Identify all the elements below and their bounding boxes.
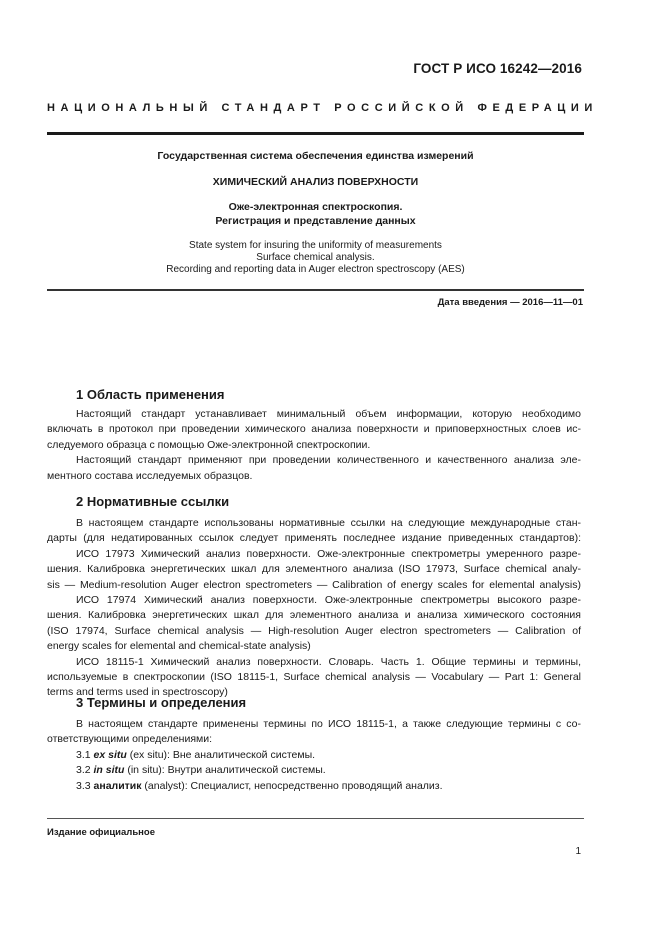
section-1-title: 1 Область применения	[76, 387, 225, 402]
english-title-line-1: State system for insuring the uniformity of measurements	[189, 240, 442, 251]
s2-line: В настоящем стандарте использованы нормативные ссылки на следующие международные стан-	[76, 517, 581, 529]
s3-line: В настоящем стандарте применены термины по ИСО 18115-1, а также следующие термины с со-	[76, 718, 581, 730]
page-number: 1	[575, 846, 581, 857]
section-3-body	[47, 717, 581, 794]
official-edition-label: Издание официальное	[47, 827, 155, 838]
s2-line: ИСО 17973 Химический анализ поверхности. Оже-электронные спектрометры умеренного разре-	[76, 547, 581, 560]
s1-line: Настоящий стандарт применяют при проведении количественного и качественного анализа эле-	[76, 454, 581, 467]
term-name: in situ	[93, 764, 125, 777]
s1-line: Настоящий стандарт устанавливает минимальный объем информации, которую необходимо	[76, 408, 581, 420]
national-standard-heading: НАЦИОНАЛЬНЫЙ СТАНДАРТ РОССИЙСКОЙ ФЕДЕРАЦИИ	[47, 102, 598, 114]
term-definition: (analyst): Специалист, непосредственно проводящий анализ.	[141, 779, 443, 792]
s3-line: ответствующими определениями:	[47, 733, 213, 746]
s2-line: energy scales for elemental and chemical-state analysis)	[47, 640, 311, 653]
footer-rule	[47, 818, 584, 819]
introduction-date: Дата введения — 2016—11—01	[437, 297, 583, 308]
header-rule	[47, 132, 584, 135]
s1-line: следуемого образца с помощью Оже-электронной спектроскопии.	[47, 438, 371, 451]
system-title: Государственная система обеспечения единства измерений	[157, 150, 474, 162]
term-number: 3.3	[76, 779, 94, 792]
main-title: ХИМИЧЕСКИЙ АНАЛИЗ ПОВЕРХНОСТИ	[212, 176, 419, 188]
term-definition: (ex situ): Вне аналитической системы.	[126, 748, 316, 761]
s1-line: включать в протокол при проведении химического анализа поверхности и приповерхностных слоев ис-	[47, 423, 581, 436]
s2-line: шения. Калибровка энергетических шкал для элементного анализа и анализа химического состояния	[47, 609, 581, 622]
s2-line: ИСО 17974 Химический анализ поверхности. Оже-электронные спектрометры высокого разре-	[76, 594, 581, 607]
subtitle-line-1: Оже-электронная спектроскопия.	[228, 201, 403, 213]
section-2-body	[47, 516, 581, 701]
section-3-title: 3 Термины и определения	[76, 695, 247, 710]
s2-line: sis — Medium-resolution Auger electron spectrometers — Calibration of energy scales for elemental analysis)	[47, 578, 581, 591]
term-3-3	[76, 779, 581, 794]
term-number: 3.2	[76, 764, 94, 777]
s1-line: ментного состава исследуемых образцов.	[47, 469, 253, 482]
standard-code: ГОСТ Р ИСО 16242—2016	[413, 61, 582, 76]
english-title-line-2: Surface chemical analysis.	[256, 252, 375, 263]
s2-line: terms and terms used in spectroscopy)	[47, 686, 228, 699]
section-2-title: 2 Нормативные ссылки	[76, 494, 230, 509]
s2-line: (ISO 17974, Surface chemical analysis — High-resolution Auger electron spectrometers — Calibration of	[47, 624, 581, 637]
term-3-2	[76, 763, 581, 778]
s2-line: используемые в спектроскопии (ISO 18115-1, Surface chemical analysis — Vocabulary — Part 1: General	[47, 671, 581, 684]
term-3-1	[76, 748, 581, 763]
s2-line: ИСО 18115-1 Химический анализ поверхности. Словарь. Часть 1. Общие термины и термины,	[76, 655, 581, 668]
subtitle-line-2: Регистрация и представление данных	[215, 215, 416, 227]
title-rule	[47, 289, 584, 291]
s2-line: дарты (для недатированных ссылок следует применять последнее издание приведенных стандартов):	[47, 532, 581, 545]
s2-line: шения. Калибровка энергетических шкал для элементного анализа (ISO 17973, Surface chemical analy-	[47, 563, 581, 576]
term-number: 3.1	[76, 748, 94, 761]
section-1-body	[47, 407, 581, 484]
term-definition: (in situ): Внутри аналитической системы.	[124, 764, 326, 777]
term-name: аналитик	[93, 779, 142, 792]
english-title-line-3: Recording and reporting data in Auger electron spectroscopy (AES)	[166, 264, 465, 275]
term-name: ex situ	[93, 748, 127, 761]
